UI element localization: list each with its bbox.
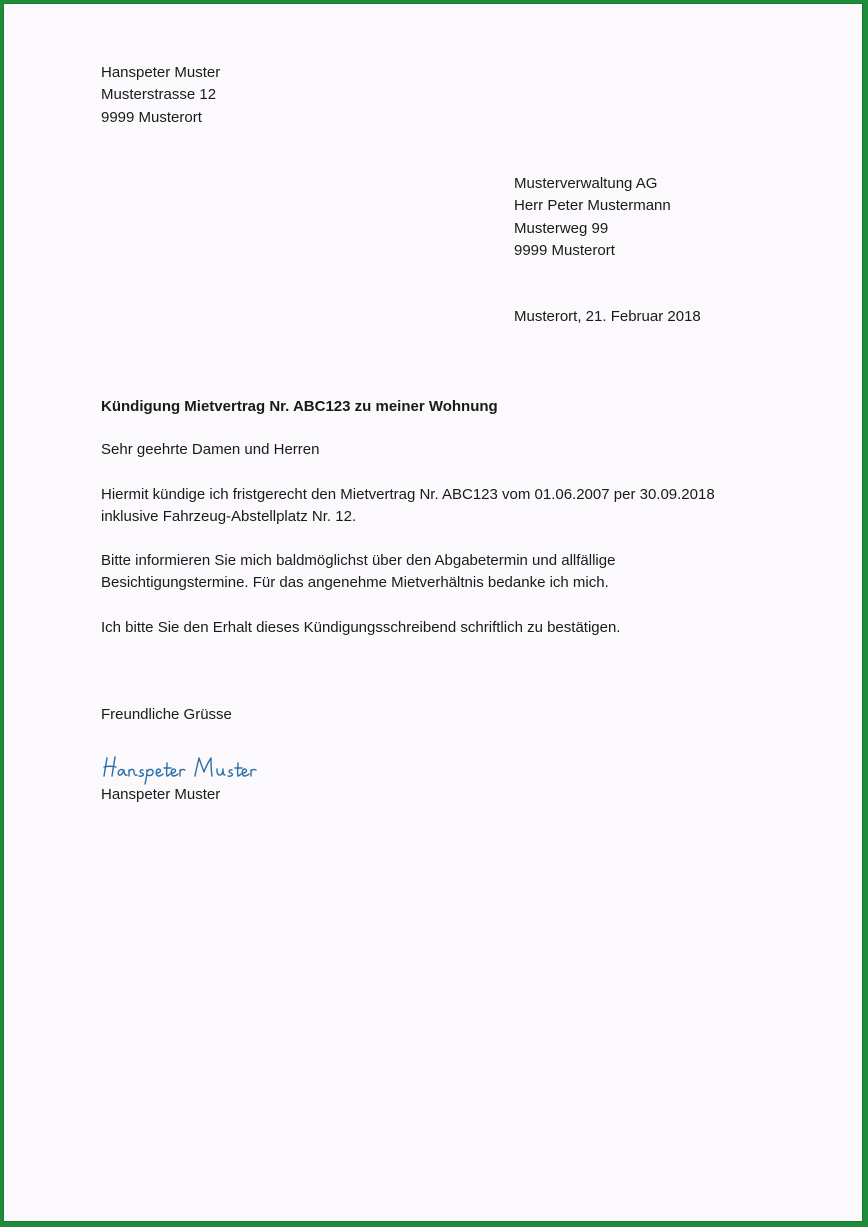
handwritten-signature xyxy=(101,748,301,788)
date-line: Musterort, 21. Februar 2018 xyxy=(514,308,701,325)
body-paragraph-2 xyxy=(101,550,615,595)
paragraph-line: Ich bitte Sie den Erhalt dieses Kündigungsschreibend schriftlich zu bestätigen. xyxy=(101,619,621,636)
sender-name: Hanspeter Muster xyxy=(101,64,221,81)
sender-city: 9999 Musterort xyxy=(101,108,202,126)
signer-name xyxy=(101,784,220,806)
letter-subject xyxy=(101,396,498,418)
letter-salutation xyxy=(101,439,319,461)
letter-closing xyxy=(101,704,232,726)
sender-address xyxy=(101,62,220,129)
signature-image xyxy=(101,748,301,788)
paragraph-line: Hiermit kündige ich fristgerecht den Mietvertrag Nr. ABC123 vom 01.06.2007 per 30.09.2018 xyxy=(101,486,715,503)
subject-line: Kündigung Mietvertrag Nr. ABC123 zu meiner Wohnung xyxy=(101,398,498,415)
recipient-street: Musterweg 99 xyxy=(514,219,609,237)
recipient-city: 9999 Musterort xyxy=(514,241,615,259)
recipient-company: Musterverwaltung AG xyxy=(514,175,658,192)
body-paragraph-1 xyxy=(101,484,715,529)
recipient-address xyxy=(514,173,671,262)
signer-name-line: Hanspeter Muster xyxy=(101,786,221,803)
body-paragraph-3 xyxy=(101,617,620,639)
letter-date xyxy=(514,306,701,328)
recipient-person: Herr Peter Mustermann xyxy=(514,197,671,215)
paragraph-line: inklusive Fahrzeug-Abstellplatz Nr. 12. xyxy=(101,508,357,526)
salutation-line: Sehr geehrte Damen und Herren xyxy=(101,441,320,458)
letter-page xyxy=(3,3,863,1222)
closing-line: Freundliche Grüsse xyxy=(101,706,232,723)
paragraph-line: Besichtigungstermine. Für das angenehme Mietverhältnis bedanke ich mich. xyxy=(101,574,609,592)
paragraph-line: Bitte informieren Sie mich baldmöglichst über den Abgabetermin und allfällige xyxy=(101,552,616,569)
sender-street: Musterstrasse 12 xyxy=(101,86,217,104)
